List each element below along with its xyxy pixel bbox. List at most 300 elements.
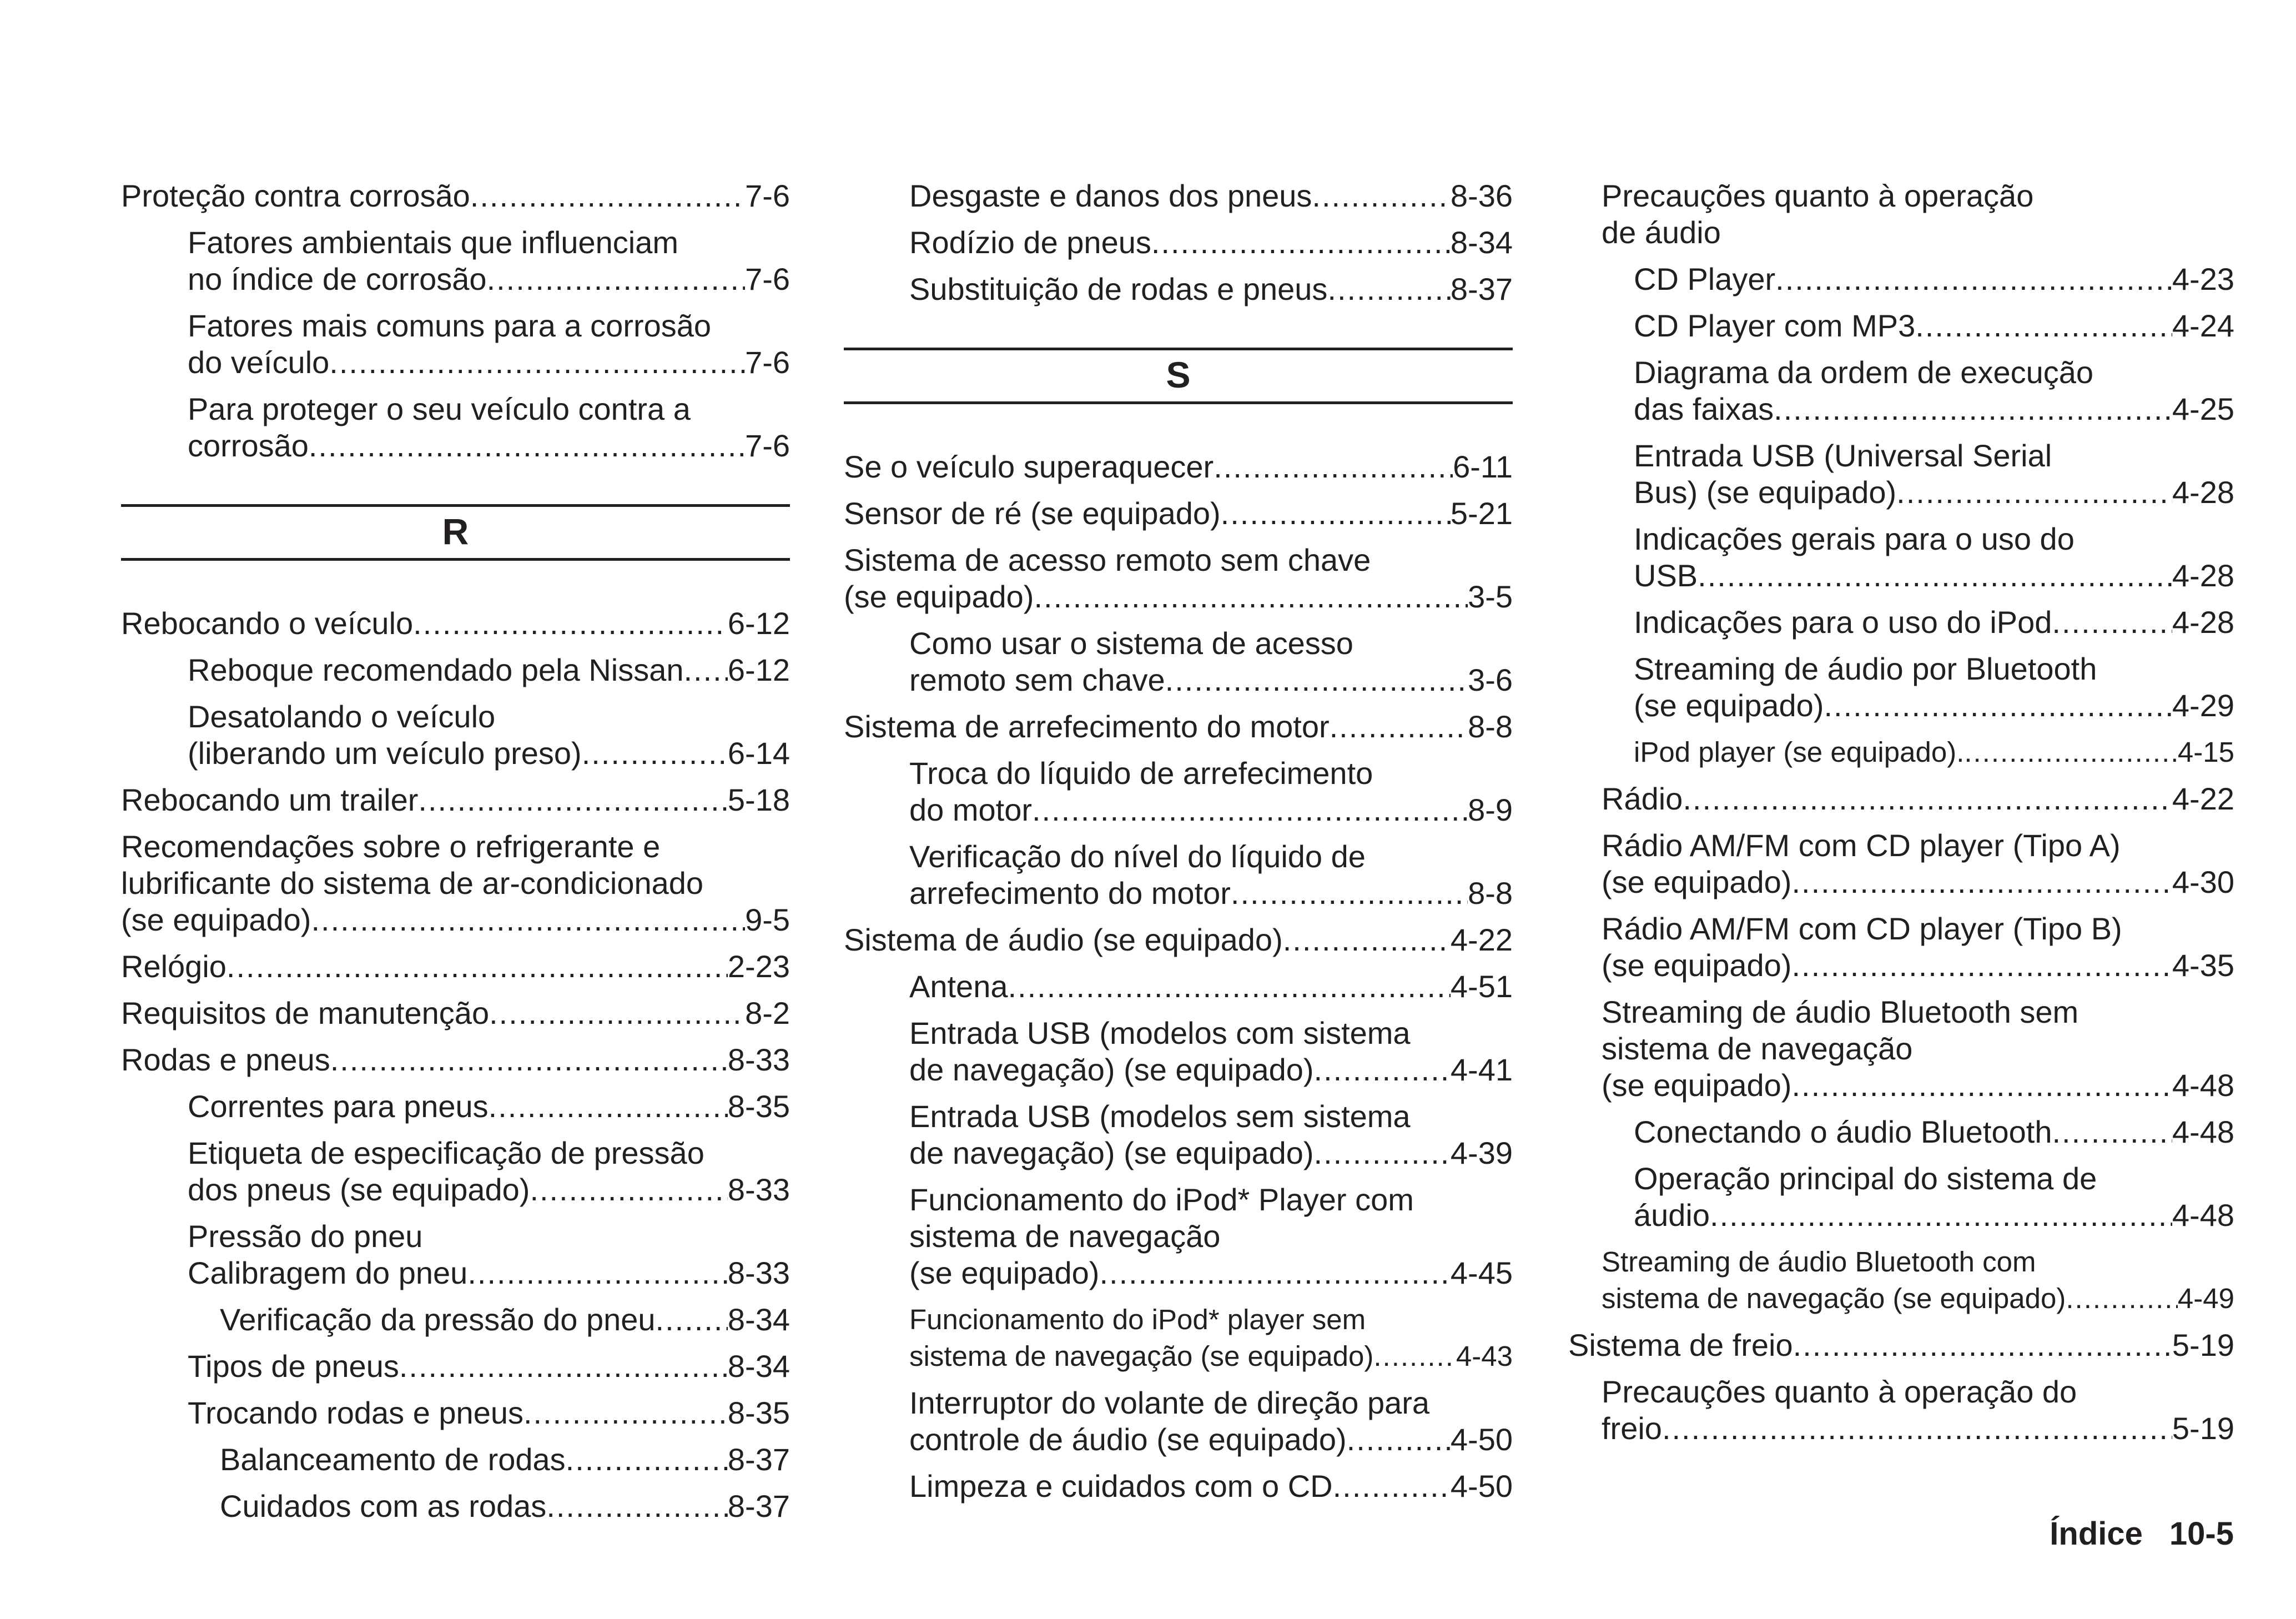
section-letter: R [442, 511, 469, 552]
index-entry-line [909, 1468, 1513, 1505]
page-reference[interactable]: 4-30 [2172, 864, 2234, 899]
dot-leader [1283, 922, 1451, 958]
dot-leader [1373, 1338, 1456, 1375]
index-entry[interactable] [844, 542, 1513, 615]
dot-leader [1824, 687, 2172, 724]
index-entry-text: USB [1634, 558, 1698, 593]
dot-leader [1710, 1197, 2172, 1234]
index-entry[interactable] [844, 1098, 1513, 1171]
index-entry[interactable] [121, 1301, 790, 1338]
index-entry-line [909, 1301, 1513, 1338]
index-entry[interactable] [121, 1042, 790, 1078]
dot-leader [489, 1088, 728, 1125]
index-entry-text: Requisitos de manutenção [121, 995, 490, 1030]
index-entry-text: Troca do líquido de arrefecimento [909, 756, 1373, 791]
index-entry-text: Tipos de pneus [188, 1349, 399, 1384]
index-entry-line [188, 1088, 790, 1125]
page-reference[interactable]: 8-37 [727, 1442, 790, 1477]
dot-leader [1791, 1067, 2172, 1104]
footer-page-number: 10-5 [2169, 1516, 2234, 1552]
dot-leader [1165, 662, 1468, 698]
dot-leader [1151, 224, 1451, 261]
dot-leader [1793, 1327, 2172, 1364]
index-entry-line [188, 1348, 790, 1385]
index-column-1 [121, 178, 790, 1535]
index-entry-text: Relógio [121, 949, 226, 984]
index-entry-line [188, 652, 790, 688]
index-entry-text: Sistema de arrefecimento do motor [844, 709, 1330, 744]
index-entry-line [1634, 261, 2234, 298]
index-entry[interactable] [1568, 1374, 2234, 1447]
index-entry-line [1602, 1280, 2234, 1317]
index-entry[interactable] [121, 605, 790, 642]
index-entry[interactable] [844, 1468, 1513, 1505]
index-entry-line [188, 735, 790, 772]
index-entry[interactable] [1568, 781, 2234, 817]
index-entry-line [188, 1255, 790, 1291]
index-entry-text: de navegação) (se equipado) [909, 1135, 1314, 1170]
index-entry-line [909, 1385, 1513, 1421]
index-entry-text: Streaming de áudio por Bluetooth [1634, 651, 2097, 686]
index-entry-text: Rodas e pneus [121, 1042, 330, 1077]
page-reference[interactable]: 7-6 [745, 262, 790, 296]
page-reference[interactable]: 3-5 [1468, 579, 1513, 614]
index-entry[interactable] [1568, 354, 2234, 428]
page-reference[interactable]: 4-25 [2172, 391, 2234, 426]
index-entry[interactable] [844, 838, 1513, 912]
page-reference[interactable]: 6-12 [727, 606, 790, 641]
index-column-3 [1568, 178, 2234, 1457]
index-entry-text: do motor [909, 792, 1032, 827]
index-entry-line [844, 579, 1513, 615]
index-entry[interactable] [1568, 1160, 2234, 1234]
index-entry[interactable] [844, 495, 1513, 532]
index-entry-line [188, 1171, 790, 1208]
index-entry-line [121, 948, 790, 985]
index-entry-line [909, 838, 1513, 875]
index-entry[interactable] [844, 178, 1513, 214]
index-entry[interactable] [121, 391, 790, 464]
index-entry[interactable] [121, 178, 790, 214]
index-entry[interactable] [121, 698, 790, 772]
index-entry[interactable] [1568, 994, 2234, 1104]
index-entry-text: Reboque recomendado pela Nissan [188, 652, 684, 687]
dot-leader [311, 902, 745, 938]
index-entry[interactable] [121, 1488, 790, 1525]
index-entry-text: (liberando um veículo preso) [188, 736, 582, 771]
page-reference[interactable]: 8-34 [1450, 225, 1513, 260]
index-entry-line [909, 1421, 1513, 1458]
index-entry-text: Indicações gerais para o uso do [1634, 521, 2075, 556]
index-entry-text: Rebocando o veículo [121, 606, 414, 641]
index-entry-text: Fatores mais comuns para a corrosão [188, 308, 712, 343]
index-entry-line [909, 1135, 1513, 1171]
index-entry-line [1634, 354, 2234, 391]
dot-leader [1683, 781, 2172, 817]
index-entry-line [1634, 651, 2234, 687]
index-entry-line [1602, 781, 2234, 817]
index-entry-line [1602, 1067, 2234, 1104]
page-reference[interactable]: 8-36 [1450, 178, 1513, 213]
index-entry[interactable] [1568, 308, 2234, 344]
index-entry-text: Se o veículo superaquecer [844, 449, 1214, 484]
index-entry-line [188, 1395, 790, 1431]
dot-leader [1896, 474, 2172, 511]
index-entry[interactable] [844, 449, 1513, 485]
index-entry-line [1602, 1244, 2234, 1280]
index-entry-line [1568, 1327, 2234, 1364]
index-entry-line [1634, 1197, 2234, 1234]
dot-leader [523, 1395, 728, 1431]
index-entry[interactable] [844, 708, 1513, 745]
index-entry-text: Desatolando o veículo [188, 699, 496, 734]
page-reference[interactable]: 5-19 [2172, 1411, 2234, 1446]
page-reference[interactable]: 4-48 [2172, 1198, 2234, 1233]
page-reference[interactable]: 8-8 [1468, 709, 1513, 744]
dot-leader [1775, 261, 2172, 298]
index-entry-text: dos pneus (se equipado) [188, 1172, 530, 1207]
page-reference[interactable]: 5-19 [2172, 1328, 2234, 1362]
index-entry-line [909, 1218, 1513, 1255]
index-entry-line [188, 428, 790, 464]
index-entry[interactable] [1568, 604, 2234, 641]
index-entry[interactable] [844, 1385, 1513, 1458]
index-entry-text: Calibragem do pneu [188, 1255, 468, 1290]
index-entry-line [909, 271, 1513, 308]
index-entry[interactable] [1568, 1244, 2234, 1317]
index-entry-line [909, 1181, 1513, 1218]
index-entry-text: Funcionamento do iPod* player sem [909, 1304, 1366, 1335]
index-entry[interactable] [121, 652, 790, 688]
index-entry-text: Precauções quanto à operação do [1602, 1374, 2077, 1409]
index-entry[interactable] [121, 948, 790, 985]
page-reference[interactable]: 5-18 [727, 782, 790, 817]
index-entry[interactable] [121, 308, 790, 381]
index-entry-text: Desgaste e danos dos pneus [909, 178, 1312, 213]
index-entry-text: Para proteger o seu veículo contra a [188, 391, 691, 426]
dot-leader [2052, 604, 2172, 641]
index-entry-text: (se equipado) [1634, 688, 1824, 723]
index-entry-line [188, 308, 790, 344]
dot-leader [530, 1171, 727, 1208]
footer-section-title: Índice [2050, 1516, 2143, 1552]
page-reference[interactable]: 9-5 [745, 902, 790, 937]
index-entry-line [1602, 178, 2234, 214]
index-entry-line [909, 625, 1513, 662]
page-reference[interactable]: 4-50 [1450, 1422, 1513, 1457]
page-reference[interactable]: 8-33 [727, 1042, 790, 1077]
page-reference[interactable]: 4-35 [2172, 948, 2234, 983]
index-entry-line [121, 995, 790, 1032]
dot-leader [1698, 557, 2172, 594]
dot-leader [1034, 579, 1468, 615]
index-entry[interactable] [844, 224, 1513, 261]
index-entry[interactable] [121, 1135, 790, 1208]
page-reference[interactable]: 7-6 [745, 428, 790, 463]
index-entry-text: arrefecimento do motor [909, 876, 1231, 911]
dot-leader [683, 652, 727, 688]
index-entry[interactable] [1568, 734, 2234, 771]
index-entry-line [1634, 308, 2234, 344]
dot-leader [330, 1042, 728, 1078]
page-reference[interactable]: 3-6 [1468, 662, 1513, 697]
index-entry-text: Trocando rodas e pneus [188, 1395, 523, 1430]
dot-leader [1964, 734, 2178, 771]
index-entry-line [1602, 947, 2234, 984]
page-reference[interactable]: 4-24 [2172, 308, 2234, 343]
index-entry[interactable] [844, 968, 1513, 1005]
index-entry[interactable] [1568, 261, 2234, 298]
index-entry-line [844, 922, 1513, 958]
index-entry-text: CD Player com MP3 [1634, 308, 1916, 343]
index-entry-text: (se equipado) [1602, 864, 1792, 899]
dot-leader [1333, 1468, 1451, 1505]
index-entry-text: Correntes para pneus [188, 1089, 489, 1124]
index-entry[interactable] [121, 995, 790, 1032]
index-entry-line [844, 708, 1513, 745]
index-entry-text: Rádio AM/FM com CD player (Tipo A) [1602, 828, 2121, 863]
dot-leader [2066, 1280, 2178, 1317]
page-reference[interactable]: 8-37 [727, 1489, 790, 1524]
index-entry[interactable] [844, 1015, 1513, 1088]
dot-leader [467, 1255, 728, 1291]
section-header [121, 504, 790, 561]
index-entry-line [909, 178, 1513, 214]
page-reference[interactable]: 4-50 [1450, 1469, 1513, 1504]
index-entry[interactable] [844, 922, 1513, 958]
index-entry-text: (se equipado) [121, 902, 311, 937]
page-reference[interactable]: 4-45 [1450, 1255, 1513, 1290]
page-reference[interactable]: 7-6 [745, 178, 790, 213]
index-entry[interactable] [1568, 521, 2234, 594]
index-entry-text: Sensor de ré (se equipado) [844, 496, 1221, 531]
index-entry[interactable] [844, 755, 1513, 828]
index-entry-text: Bus) (se equipado) [1634, 475, 1897, 510]
index-entry-text: Limpeza e cuidados com o CD [909, 1469, 1333, 1504]
index-entry-line [220, 1488, 790, 1525]
page-reference[interactable]: 8-34 [727, 1302, 790, 1337]
index-entry[interactable] [844, 1181, 1513, 1291]
index-entry-line [121, 178, 790, 214]
dot-leader [487, 261, 746, 298]
index-entry-line [909, 1052, 1513, 1088]
index-entry-line [909, 968, 1513, 1005]
dot-leader [1314, 1052, 1451, 1088]
page-reference[interactable]: 2-23 [727, 949, 790, 984]
index-entry-text: Sistema de acesso remoto sem chave [844, 542, 1371, 577]
index-entry-text: Balanceamento de rodas [220, 1442, 566, 1477]
page-reference[interactable]: 6-12 [727, 652, 790, 687]
dot-leader [1099, 1255, 1450, 1291]
index-entry[interactable] [844, 1301, 1513, 1375]
page-reference[interactable]: 8-35 [727, 1395, 790, 1430]
index-entry-text: Indicações para o uso do iPod [1634, 605, 2052, 640]
index-entry-text: das faixas [1634, 391, 1774, 426]
index-entry-text: controle de áudio (se equipado) [909, 1422, 1347, 1457]
index-entry-line [188, 391, 790, 428]
index-entry-text: áudio [1634, 1198, 1710, 1233]
dot-leader [418, 782, 728, 818]
index-entry[interactable] [121, 1348, 790, 1385]
index-entry-line [121, 865, 790, 902]
index-entry-line [1602, 827, 2234, 864]
page-reference[interactable]: 8-34 [727, 1349, 790, 1384]
index-entry-line [121, 828, 790, 865]
dot-leader [309, 428, 745, 464]
index-entry-line [188, 1135, 790, 1171]
index-entry-line [909, 755, 1513, 792]
index-entry-text: Entrada USB (modelos sem sistema [909, 1099, 1411, 1134]
index-entry-text: Rodízio de pneus [909, 225, 1151, 260]
page-reference[interactable]: 4-15 [2177, 736, 2234, 768]
dot-leader [1032, 792, 1468, 828]
dot-leader [1214, 449, 1453, 485]
index-entry-line [121, 902, 790, 938]
dot-leader [226, 948, 728, 985]
dot-leader [2052, 1114, 2172, 1150]
page-reference[interactable]: 8-9 [1468, 792, 1513, 827]
index-entry-text: Fatores ambientais que influenciam [188, 225, 679, 260]
index-entry-line [1634, 391, 2234, 428]
dot-leader [1327, 271, 1451, 308]
dot-leader [1915, 308, 2172, 344]
index-entry-text: Conectando o áudio Bluetooth [1634, 1114, 2052, 1149]
page-reference[interactable]: 4-49 [2177, 1283, 2234, 1314]
index-entry[interactable] [121, 224, 790, 298]
dot-leader [329, 344, 745, 381]
page-reference[interactable]: 7-6 [745, 345, 790, 380]
dot-leader [1791, 864, 2172, 901]
index-entry-line [844, 495, 1513, 532]
page-reference[interactable]: 4-41 [1450, 1052, 1513, 1087]
page-reference[interactable]: 4-28 [2172, 558, 2234, 593]
page-reference[interactable]: 6-11 [1453, 449, 1513, 484]
page-reference[interactable]: 8-37 [1450, 271, 1513, 306]
page-reference[interactable]: 8-8 [1468, 876, 1513, 911]
index-entry-text: (se equipado) [1602, 1068, 1792, 1103]
index-entry[interactable] [1568, 911, 2234, 984]
index-entry-text: CD Player [1634, 262, 1776, 296]
dot-leader [1347, 1421, 1451, 1458]
page-reference[interactable]: 4-22 [1450, 922, 1513, 957]
index-entry-line [121, 1042, 790, 1078]
index-entry-line [1634, 1114, 2234, 1150]
index-entry[interactable] [1568, 438, 2234, 511]
index-entry-line [1602, 1410, 2234, 1447]
page-reference[interactable]: 4-51 [1450, 969, 1513, 1004]
dot-leader [1791, 947, 2172, 984]
index-entry-text: Sistema de freio [1568, 1328, 1793, 1362]
page-reference[interactable]: 5-21 [1450, 496, 1513, 531]
index-entry[interactable] [1568, 651, 2234, 724]
index-entry[interactable] [1568, 827, 2234, 901]
index-entry-text: Sistema de áudio (se equipado) [844, 922, 1283, 957]
index-entry-text: (se equipado) [909, 1255, 1100, 1290]
index-entry-line [1602, 1374, 2234, 1410]
index-entry-line [1634, 687, 2234, 724]
index-entry-line [1602, 1030, 2234, 1067]
page-reference[interactable]: 4-28 [2172, 475, 2234, 510]
index-entry-line [1602, 994, 2234, 1030]
section-header [844, 348, 1513, 404]
dot-leader [656, 1301, 728, 1338]
index-entry-text: freio [1602, 1411, 1662, 1446]
index-entry-text: Entrada USB (Universal Serial [1634, 438, 2052, 473]
page-reference[interactable]: 8-33 [727, 1172, 790, 1207]
dot-leader [1330, 708, 1468, 745]
index-entry-text: Pressão do pneu [188, 1219, 423, 1254]
index-entry[interactable] [121, 1395, 790, 1431]
dot-leader [1231, 875, 1468, 912]
index-entry-text: Antena [909, 969, 1008, 1004]
index-entry-line [909, 662, 1513, 698]
index-entry-line [909, 1015, 1513, 1052]
index-entry-line [1602, 864, 2234, 901]
page-reference[interactable]: 4-23 [2172, 262, 2234, 296]
page-reference[interactable]: 4-28 [2172, 605, 2234, 640]
dot-leader [582, 735, 728, 772]
index-entry-line [909, 1338, 1513, 1375]
index-entry[interactable] [121, 782, 790, 818]
page-reference[interactable]: 4-39 [1450, 1135, 1513, 1170]
index-entry-line [1634, 521, 2234, 557]
page-footer [2050, 1516, 2234, 1552]
index-entry-line [121, 782, 790, 818]
page-reference[interactable]: 8-33 [727, 1255, 790, 1290]
index-entry[interactable] [121, 1441, 790, 1478]
page-reference[interactable]: 4-43 [1456, 1340, 1513, 1372]
dot-leader [1221, 495, 1451, 532]
page-reference[interactable]: 6-14 [727, 736, 790, 771]
index-entry[interactable] [121, 828, 790, 938]
index-entry-text: lubrificante do sistema de ar-condicionado [121, 866, 704, 901]
index-entry-line [220, 1441, 790, 1478]
index-entry-text: Operação principal do sistema de [1634, 1161, 2097, 1196]
page-reference[interactable]: 8-2 [745, 995, 790, 1030]
index-entry-text: sistema de navegação (se equipado) [909, 1340, 1374, 1372]
index-entry-line [909, 224, 1513, 261]
index-entry-text: Entrada USB (modelos com sistema [909, 1015, 1411, 1050]
index-entry-line [844, 542, 1513, 579]
index-entry-text: Como usar o sistema de acesso [909, 626, 1353, 661]
index-entry[interactable] [844, 625, 1513, 698]
page-reference[interactable]: 4-29 [2172, 688, 2234, 723]
dot-leader [1662, 1410, 2172, 1447]
index-entry[interactable] [1568, 1327, 2234, 1364]
index-entry-text: sistema de navegação [1602, 1031, 1913, 1066]
index-entry[interactable] [844, 271, 1513, 308]
index-entry[interactable] [1568, 1114, 2234, 1150]
dot-leader [1312, 178, 1451, 214]
page-reference[interactable]: 4-48 [2172, 1068, 2234, 1103]
index-entry-line [909, 1098, 1513, 1135]
dot-leader [1314, 1135, 1451, 1171]
page-reference[interactable]: 4-48 [2172, 1114, 2234, 1149]
index-entry-text: Substituição de rodas e pneus [909, 271, 1328, 306]
index-entry-text: Rádio [1602, 781, 1683, 816]
page-reference[interactable]: 8-35 [727, 1089, 790, 1124]
index-entry[interactable] [1568, 178, 2234, 251]
index-entry[interactable] [121, 1218, 790, 1291]
page-reference[interactable]: 4-22 [2172, 781, 2234, 816]
dot-leader [546, 1488, 728, 1525]
index-entry-text: remoto sem chave [909, 662, 1165, 697]
index-entry-line [121, 605, 790, 642]
dot-leader [413, 605, 728, 642]
index-entry-text: do veículo [188, 345, 330, 380]
index-entry[interactable] [121, 1088, 790, 1125]
index-entry-text: Proteção contra corrosão [121, 178, 470, 213]
